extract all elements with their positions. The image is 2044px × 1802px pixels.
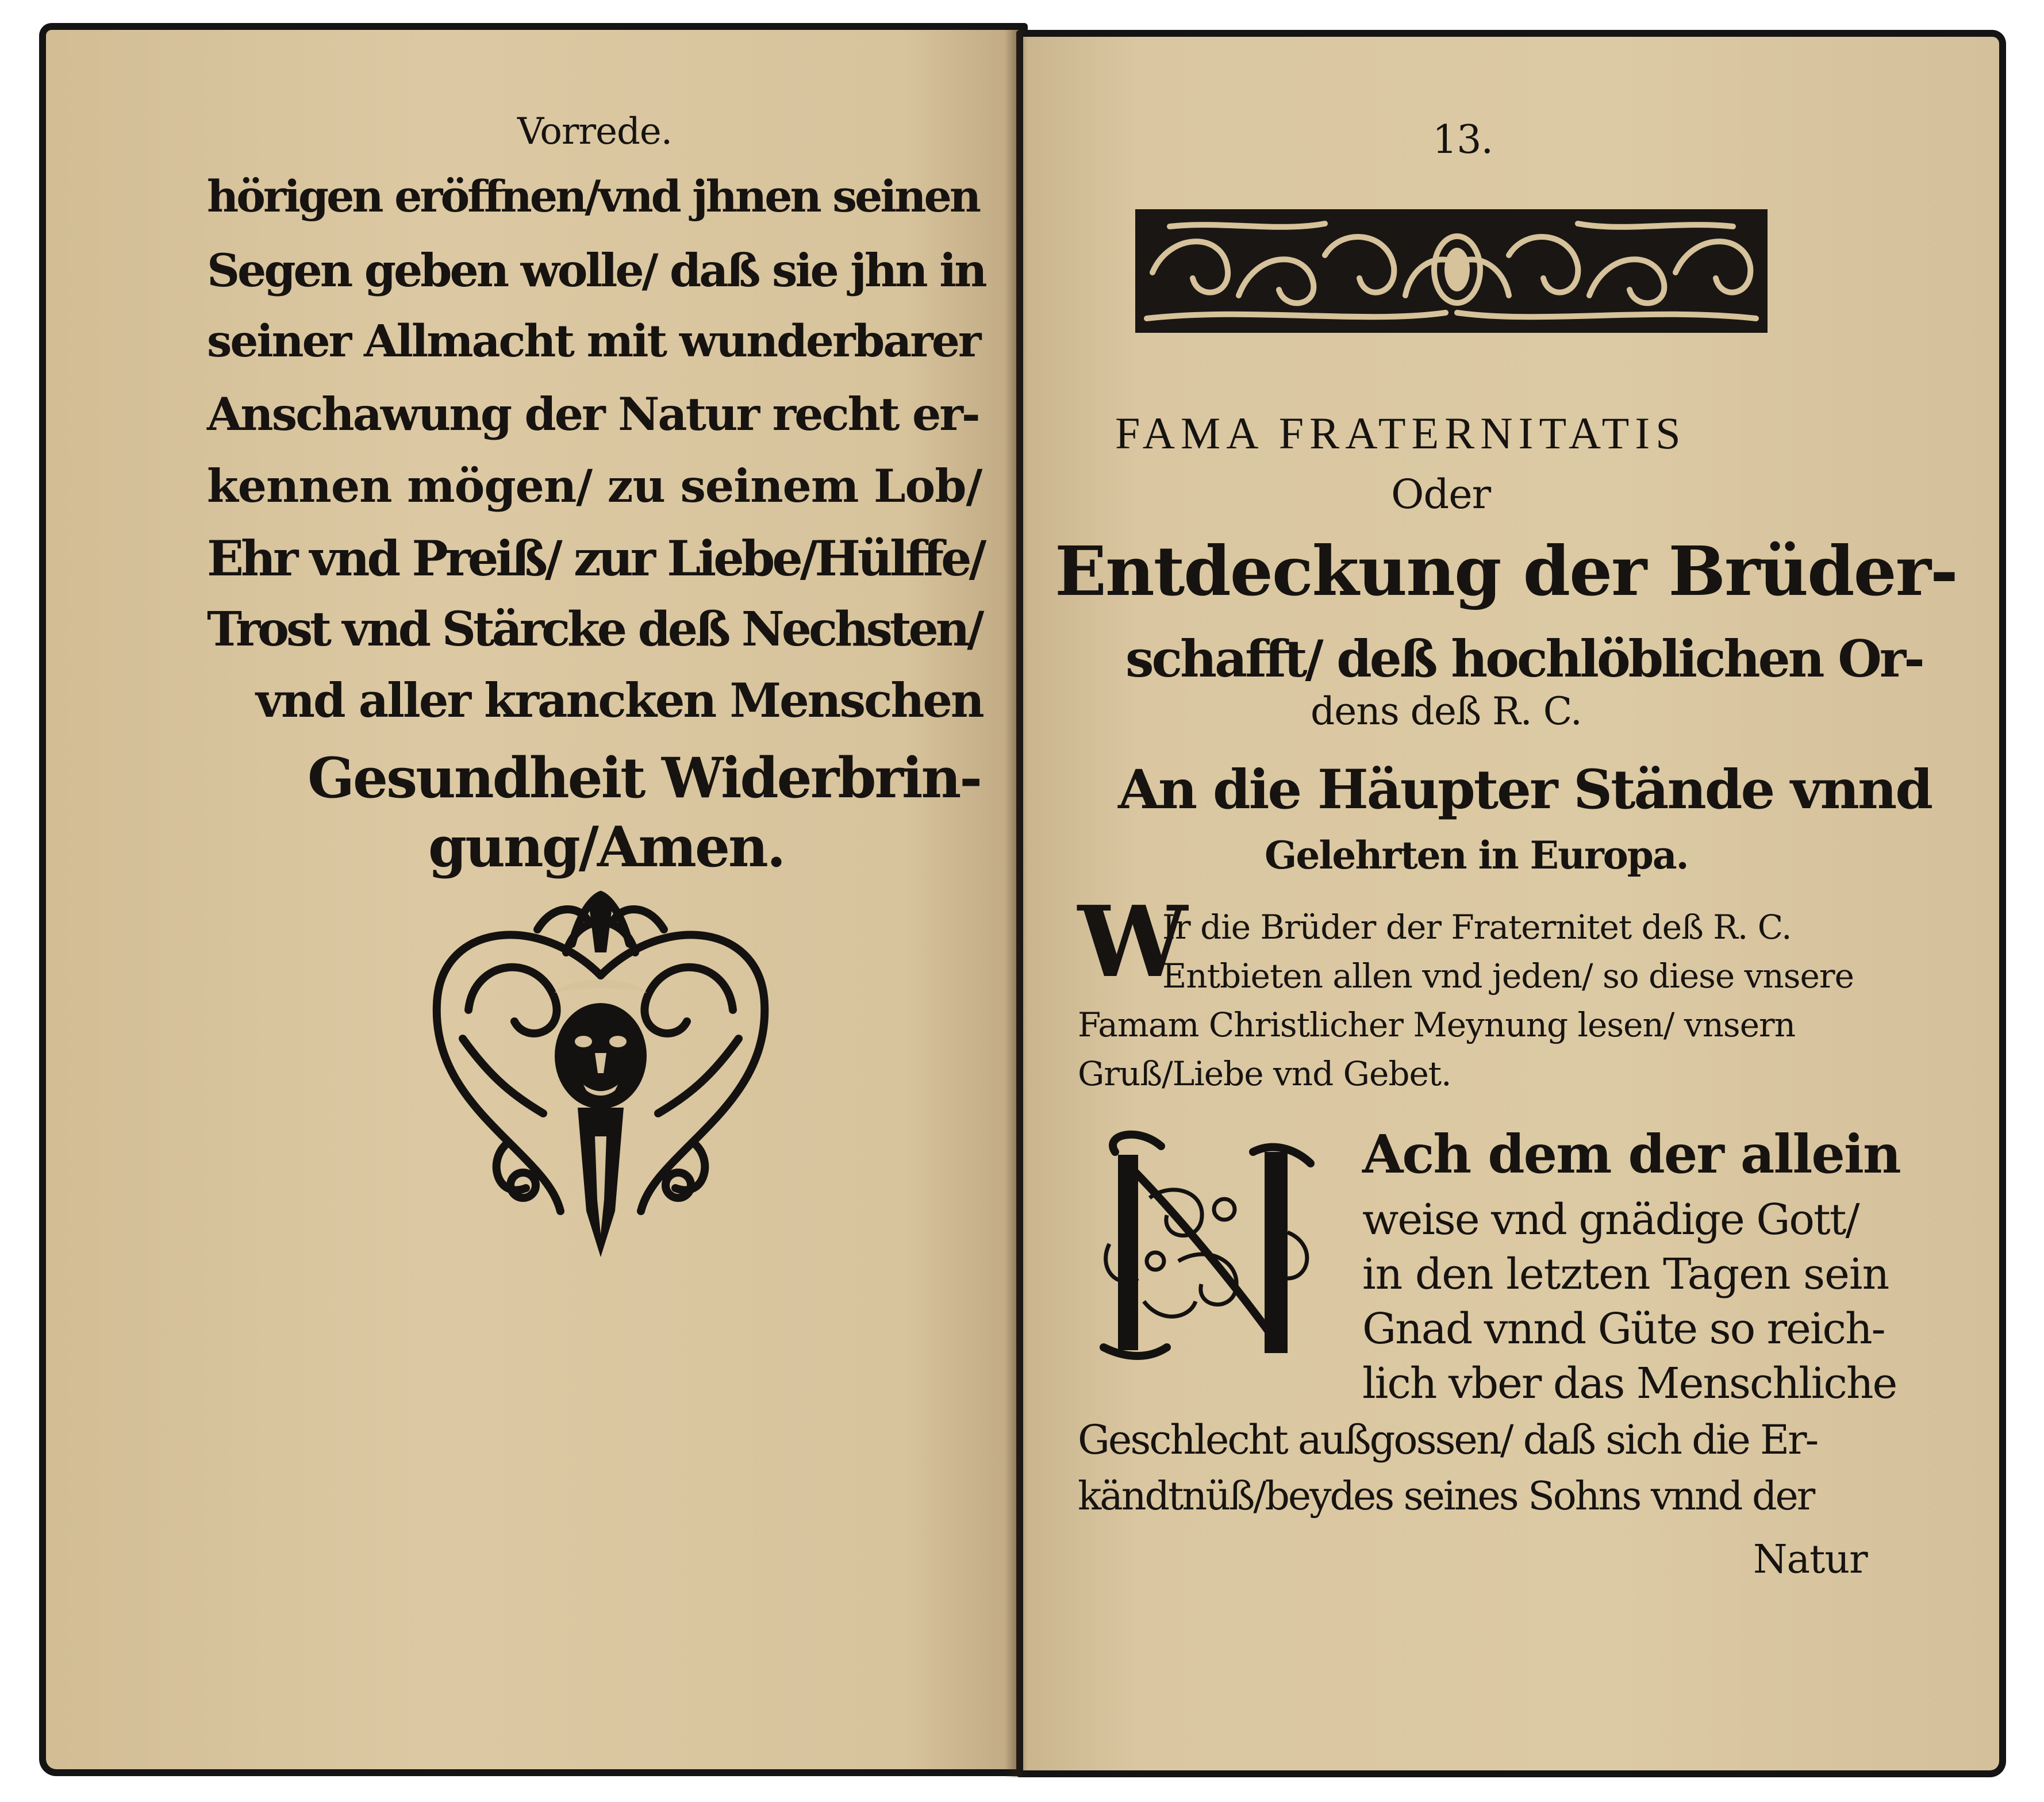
left-line-4: Anschawung der Natur recht er- — [207, 387, 979, 441]
left-line-1: hörigen eröffnen/vnd jhnen seinen — [207, 171, 979, 222]
mask-ornament — [422, 889, 779, 1263]
body-line-5: lich vber das Menschliche — [1362, 1359, 1897, 1408]
subtitle-line-2: schafft/ deß hochlöblichen Or- — [1125, 629, 1923, 689]
gutter-shadow — [1005, 30, 1028, 1777]
left-line-7: Trost vnd Stärcke deß Nechsten/ — [207, 602, 982, 657]
left-line-3: seiner Allmacht mit wunderbarer — [207, 316, 980, 367]
address-line-2: Gelehrten in Europa. — [1265, 833, 1688, 878]
greeting-line-2: Entbieten allen vnd jeden/ so diese vnsere — [1162, 956, 1854, 996]
left-line-10: gung/Amen. — [428, 814, 785, 879]
left-line-8: vnd aller krancken Menschen — [256, 674, 983, 728]
body-line-7: kändtnüß/beydes seines Sohns vnnd der — [1078, 1474, 1814, 1519]
scroll-headpiece — [1135, 209, 1768, 333]
body-line-6: Geschlecht außgossen/ daß sich die Er- — [1078, 1416, 1818, 1463]
scroll-headpiece-svg — [1135, 209, 1768, 333]
left-line-5: kennen mögen/ zu seinem Lob/ — [207, 459, 982, 513]
subtitle-line-1: Entdeckung der Brüder- — [1055, 531, 1957, 611]
greeting-initial: W — [1078, 885, 1187, 1000]
greeting-line-1: Ir die Brüder der Fraternitet deß R. C. — [1162, 908, 1792, 947]
left-running-head: Vorrede. — [517, 110, 673, 153]
decorated-initial-svg — [1092, 1129, 1322, 1370]
catchword: Natur — [1753, 1537, 1868, 1582]
left-line-6: Ehr vnd Preiß/ zur Liebe/Hülffe/ — [207, 530, 984, 587]
body-line-1: Ach dem der allein — [1362, 1123, 1900, 1185]
body-line-4: Gnad vnnd Güte so reich- — [1362, 1304, 1885, 1354]
body-line-3: in den letzten Tagen sein — [1362, 1250, 1889, 1299]
page-number: 13. — [1432, 117, 1493, 163]
decorated-initial-n — [1092, 1129, 1322, 1370]
oder-line: Oder — [1391, 471, 1491, 518]
mask-ornament-svg — [422, 889, 779, 1263]
left-line-2: Segen geben wolle/ daß sie jhn in — [207, 244, 985, 297]
right-page — [1016, 30, 2006, 1777]
greeting-line-4: Gruß/Liebe vnd Gebet. — [1078, 1054, 1451, 1093]
left-line-9: Gesundheit Widerbrin- — [308, 746, 981, 810]
body-line-2: weise vnd gnädige Gott/ — [1362, 1195, 1859, 1244]
fama-title: FAMA FRATERNITATIS — [1115, 408, 1686, 458]
greeting-line-3: Famam Christlicher Meynung lesen/ vnsern — [1078, 1005, 1796, 1044]
address-line-1: An die Häupter Stände vnnd — [1118, 758, 1932, 821]
show-through-left — [218, 835, 260, 886]
left-page — [39, 23, 1028, 1776]
subtitle-line-3: dens deß R. C. — [1311, 689, 1582, 733]
